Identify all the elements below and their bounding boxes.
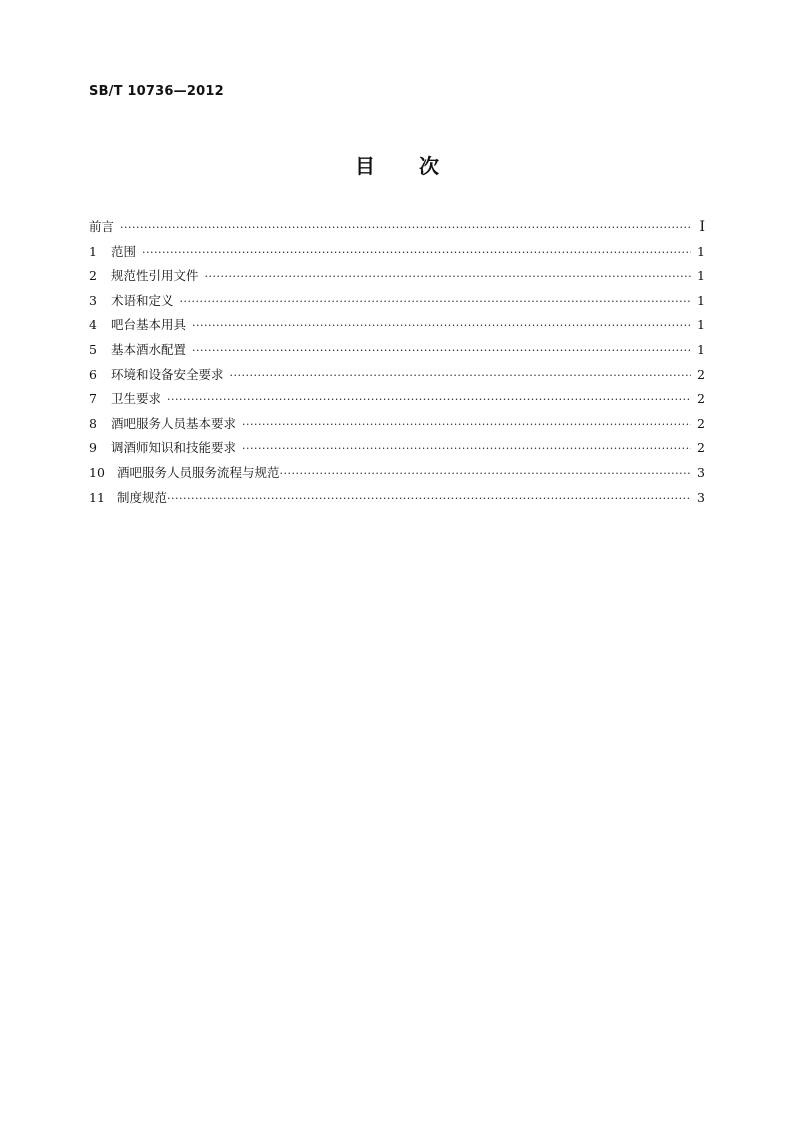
toc-page-number: 2 (697, 415, 705, 431)
title-char-2: 次 (419, 154, 439, 178)
toc-entry-8[interactable] (89, 412, 705, 437)
toc-entry-text: 制度规范 (117, 489, 168, 505)
toc-entry-number: 8 (89, 415, 97, 431)
toc-page-number: 1 (697, 341, 705, 357)
toc-leader-dots (167, 388, 691, 413)
toc-entry-number: 1 (89, 243, 97, 259)
toc-entry-number: 10 (89, 464, 105, 480)
toc-entry-2[interactable] (89, 264, 705, 289)
toc-entry-6[interactable] (89, 363, 705, 388)
toc-page-number: 2 (697, 440, 705, 456)
toc-entry-3[interactable] (89, 289, 705, 314)
toc-entry-text: 环境和设备安全要求 (111, 366, 224, 382)
toc-page-number: 1 (697, 243, 705, 259)
toc-entry-number: 5 (89, 341, 97, 357)
toc-entry-11[interactable] (89, 486, 705, 511)
toc-page-number: 1 (697, 292, 705, 308)
toc-leader-dots (230, 364, 691, 389)
toc-entry-number: 6 (89, 366, 97, 382)
toc-entry-number: 7 (89, 391, 97, 407)
toc-entry-5[interactable] (89, 338, 705, 363)
toc-leader-dots (192, 339, 691, 364)
toc-entry-number: 11 (89, 489, 105, 505)
toc-page-number: 2 (697, 391, 705, 407)
toc-leader-dots (242, 413, 691, 438)
toc-entry-text: 酒吧服务人员服务流程与规范 (117, 464, 280, 480)
toc-leader-dots (242, 437, 691, 462)
toc-entry-1[interactable] (89, 240, 705, 265)
toc-leader-dots (192, 314, 691, 339)
toc-entry-foreword[interactable] (89, 215, 705, 240)
toc-entry-text: 调酒师知识和技能要求 (111, 440, 237, 456)
toc-entry-number: 9 (89, 440, 97, 456)
toc-entry-text: 范围 (111, 243, 137, 259)
toc-entry-text: 吧台基本用具 (111, 317, 187, 333)
toc-leader-dots (167, 487, 691, 512)
toc-entry-text: 卫生要求 (111, 391, 162, 407)
title-char-1: 目 (355, 154, 375, 178)
toc-page-number: I (699, 219, 705, 235)
toc-entry-number: 4 (89, 317, 97, 333)
toc-entry-9[interactable] (89, 436, 705, 461)
toc-page-number: 3 (697, 489, 705, 505)
toc-page-number: 1 (697, 268, 705, 284)
toc-leader-dots (180, 290, 691, 315)
toc-entry-text: 前言 (89, 219, 115, 234)
document-id: SB/T 10736—2012 (89, 84, 224, 99)
toc-page-number: 2 (697, 366, 705, 382)
toc-entry-7[interactable] (89, 387, 705, 412)
table-of-contents (89, 215, 705, 510)
toc-page-number: 3 (697, 464, 705, 480)
toc-entry-number: 3 (89, 292, 97, 308)
toc-leader-dots (280, 462, 691, 487)
page-title (0, 150, 794, 179)
toc-entry-4[interactable] (89, 313, 705, 338)
toc-entry-text: 酒吧服务人员基本要求 (111, 415, 237, 431)
toc-leader-dots (120, 216, 691, 241)
toc-page-number: 1 (697, 317, 705, 333)
toc-entry-10[interactable] (89, 461, 705, 486)
toc-entry-text: 术语和定义 (111, 292, 174, 308)
toc-leader-dots (205, 265, 691, 290)
toc-entry-text: 基本酒水配置 (111, 341, 187, 357)
toc-entry-number: 2 (89, 268, 97, 284)
toc-leader-dots (142, 241, 691, 266)
toc-entry-text: 规范性引用文件 (111, 268, 199, 284)
